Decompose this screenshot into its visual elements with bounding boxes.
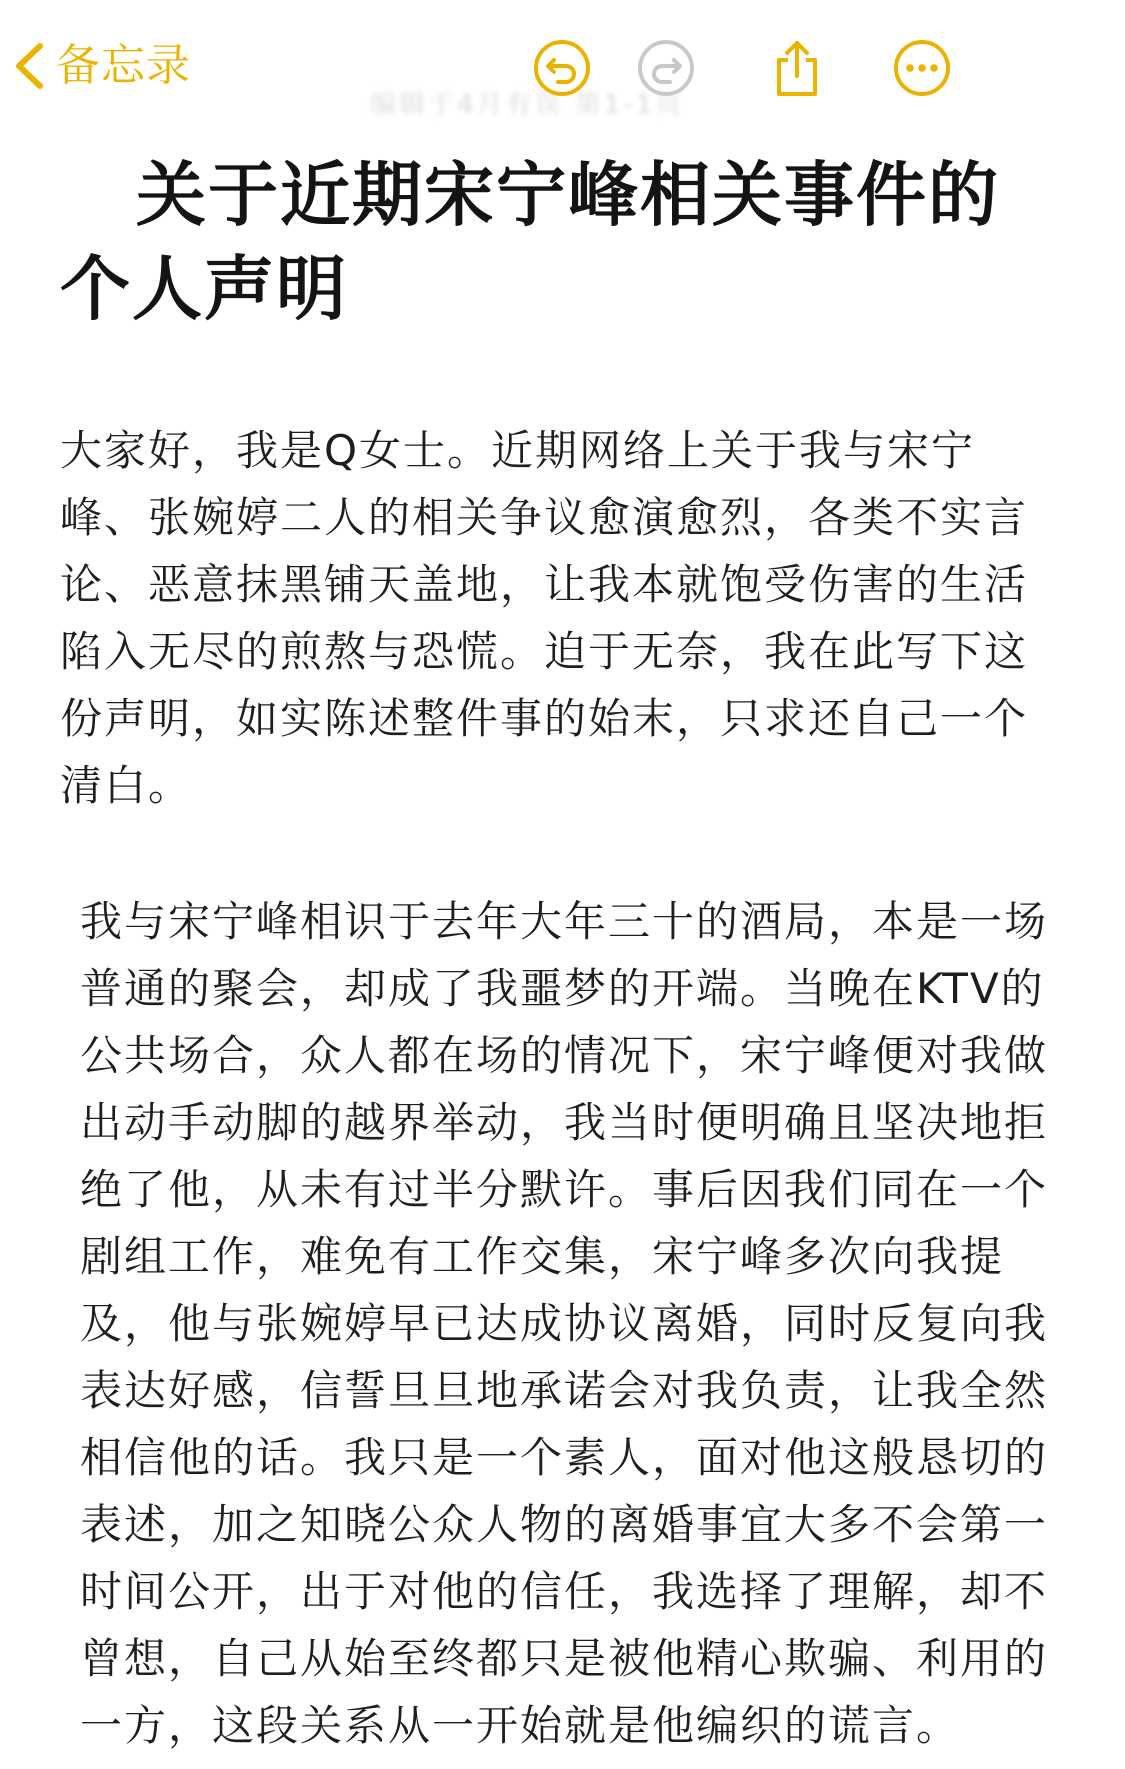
faint-header-text: 编辑于4月有误 第1-1页 bbox=[370, 90, 685, 120]
text-line: 大家好，我是Q女士。近期网络上关于我与宋宁 bbox=[60, 426, 976, 475]
share-button[interactable] bbox=[767, 38, 827, 98]
note-paragraph-2 bbox=[60, 888, 1070, 1759]
text-line: 份声明，如实陈述整件事的始末，只求还自己一个 bbox=[60, 694, 1029, 743]
text-line: 表述，加之知晓公众人物的离婚事宜大多不会第一 bbox=[80, 1500, 1049, 1549]
chevron-left-icon bbox=[12, 41, 46, 91]
redo-button[interactable] bbox=[636, 38, 696, 98]
text-line: 普通的聚会，却成了我噩梦的开端。当晚在KTV的 bbox=[80, 964, 1045, 1013]
text-line: 相信他的话。我只是一个素人，面对他这般恳切的 bbox=[80, 1433, 1049, 1482]
note-paragraph-1 bbox=[60, 417, 1070, 819]
text-line: 清白。 bbox=[60, 761, 193, 810]
navigation-bar bbox=[0, 0, 1125, 135]
text-line: 论、恶意抹黑铺天盖地，让我本就饱受伤害的生活 bbox=[60, 560, 1029, 609]
text-line: 一方，这段关系从一开始就是他编织的谎言。 bbox=[80, 1701, 961, 1750]
text-line: 剧组工作，难免有工作交集，宋宁峰多次向我提 bbox=[80, 1232, 1005, 1281]
text-line: 曾想，自己从始至终都只是被他精心欺骗、利用的 bbox=[80, 1634, 1049, 1683]
more-icon bbox=[892, 38, 952, 98]
text-line: 陷入无尽的煎熬与恐慌。迫于无奈，我在此写下这 bbox=[60, 627, 1029, 676]
text-line: 绝了他，从未有过半分默许。事后因我们同在一个 bbox=[80, 1165, 1049, 1214]
back-label: 备忘录 bbox=[56, 40, 191, 91]
redo-icon bbox=[636, 38, 696, 98]
text-line: 表达好感，信誓旦旦地承诺会对我负责，让我全然 bbox=[80, 1366, 1049, 1415]
more-button[interactable] bbox=[892, 38, 952, 98]
back-button[interactable] bbox=[12, 38, 191, 94]
text-line: 时间公开，出于对他的信任，我选择了理解，却不 bbox=[80, 1567, 1049, 1616]
text-line: 峰、张婉婷二人的相关争议愈演愈烈，各类不实言 bbox=[60, 493, 1029, 542]
text-line: 出动手动脚的越界举动，我当时便明确且坚决地拒 bbox=[80, 1098, 1049, 1147]
note-title: 关于近期宋宁峰相关事件的个人声明 bbox=[60, 154, 1000, 330]
text-line: 及，他与张婉婷早已达成协议离婚，同时反复向我 bbox=[80, 1299, 1049, 1348]
undo-button[interactable] bbox=[532, 38, 592, 98]
share-icon bbox=[767, 38, 827, 100]
text-line: 公共场合，众人都在场的情况下，宋宁峰便对我做 bbox=[80, 1031, 1049, 1080]
undo-icon bbox=[532, 38, 592, 98]
text-line: 我与宋宁峰相识于去年大年三十的酒局，本是一场 bbox=[80, 897, 1049, 946]
